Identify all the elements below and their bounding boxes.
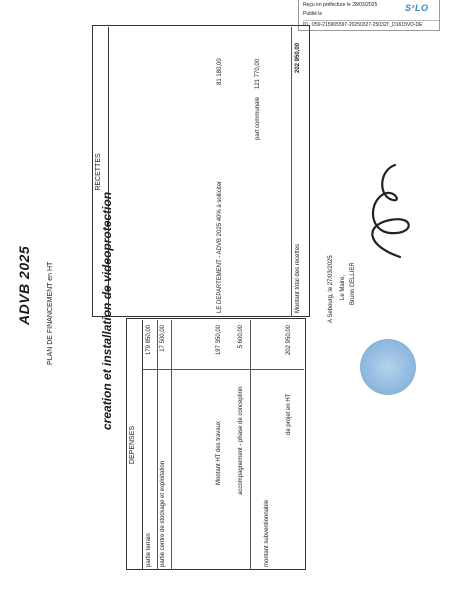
signature-icon xyxy=(360,155,420,265)
subventionnable-label: montant subventionnable xyxy=(264,499,270,567)
amount-column-divider xyxy=(142,369,304,370)
depenses-row-label: partie terrain xyxy=(146,533,152,567)
stamp-id: ID : 059-215905597-20250327-25032Г_D1615VD-DE xyxy=(303,20,439,30)
financing-plan-document xyxy=(10,15,440,595)
communale-amount: 121 770,00 xyxy=(255,58,261,89)
table-divider xyxy=(291,27,292,317)
total-depenses-amount: 202 950,00 xyxy=(286,325,292,356)
table-divider xyxy=(171,320,172,570)
total-recettes-label: Montant total des recettes xyxy=(295,243,301,313)
document-subtitle: PLAN DE FINANCEMENT en HT xyxy=(47,261,54,365)
document-title: ADVB 2025 xyxy=(16,245,32,325)
departement-label: LE DEPARTEMENT - ADVB 2025 40% à solliciter xyxy=(217,180,223,313)
communale-label: part communale xyxy=(255,96,261,140)
departement-amount: 81 180,00 xyxy=(217,58,223,85)
table-divider xyxy=(157,320,158,570)
recettes-header-label: RECETTES xyxy=(95,153,102,191)
depenses-header xyxy=(126,320,143,570)
total-depenses-label: de projet en HT xyxy=(286,393,292,435)
signer-name: Bruno CELLIER xyxy=(350,262,356,305)
stamp-published: Publié le xyxy=(303,11,323,17)
document-heading: creation et installation de videoprotection xyxy=(100,191,114,430)
slo-logo: S²LO xyxy=(405,3,429,13)
municipal-seal-icon xyxy=(360,339,416,395)
travaux-label: Montant HT des travaux xyxy=(216,421,222,485)
travaux-amount: 197 350,00 xyxy=(216,325,222,356)
recettes-table xyxy=(92,25,310,317)
depenses-header-label: DEPENSES xyxy=(129,425,136,465)
accompagnement-label: accompagnement - phase de conception xyxy=(238,386,244,495)
signer-role: Le Maire, xyxy=(340,274,346,300)
recettes-header xyxy=(92,27,109,317)
table-divider xyxy=(250,320,251,570)
place-date: A Sebourg, le 27/03/2025 xyxy=(328,255,334,323)
stamp-received: Reçu en préfecture le 28/03/2025 xyxy=(303,2,378,8)
total-recettes-amount: 202 950,00 xyxy=(295,42,301,73)
depenses-row-amount: 179 850,00 xyxy=(146,325,152,356)
depenses-row-amount: 17 500,00 xyxy=(160,325,166,352)
depenses-row-label: partie centre de stockage et exploitation xyxy=(160,460,166,567)
accompagnement-amount: 5 600,00 xyxy=(238,325,244,349)
